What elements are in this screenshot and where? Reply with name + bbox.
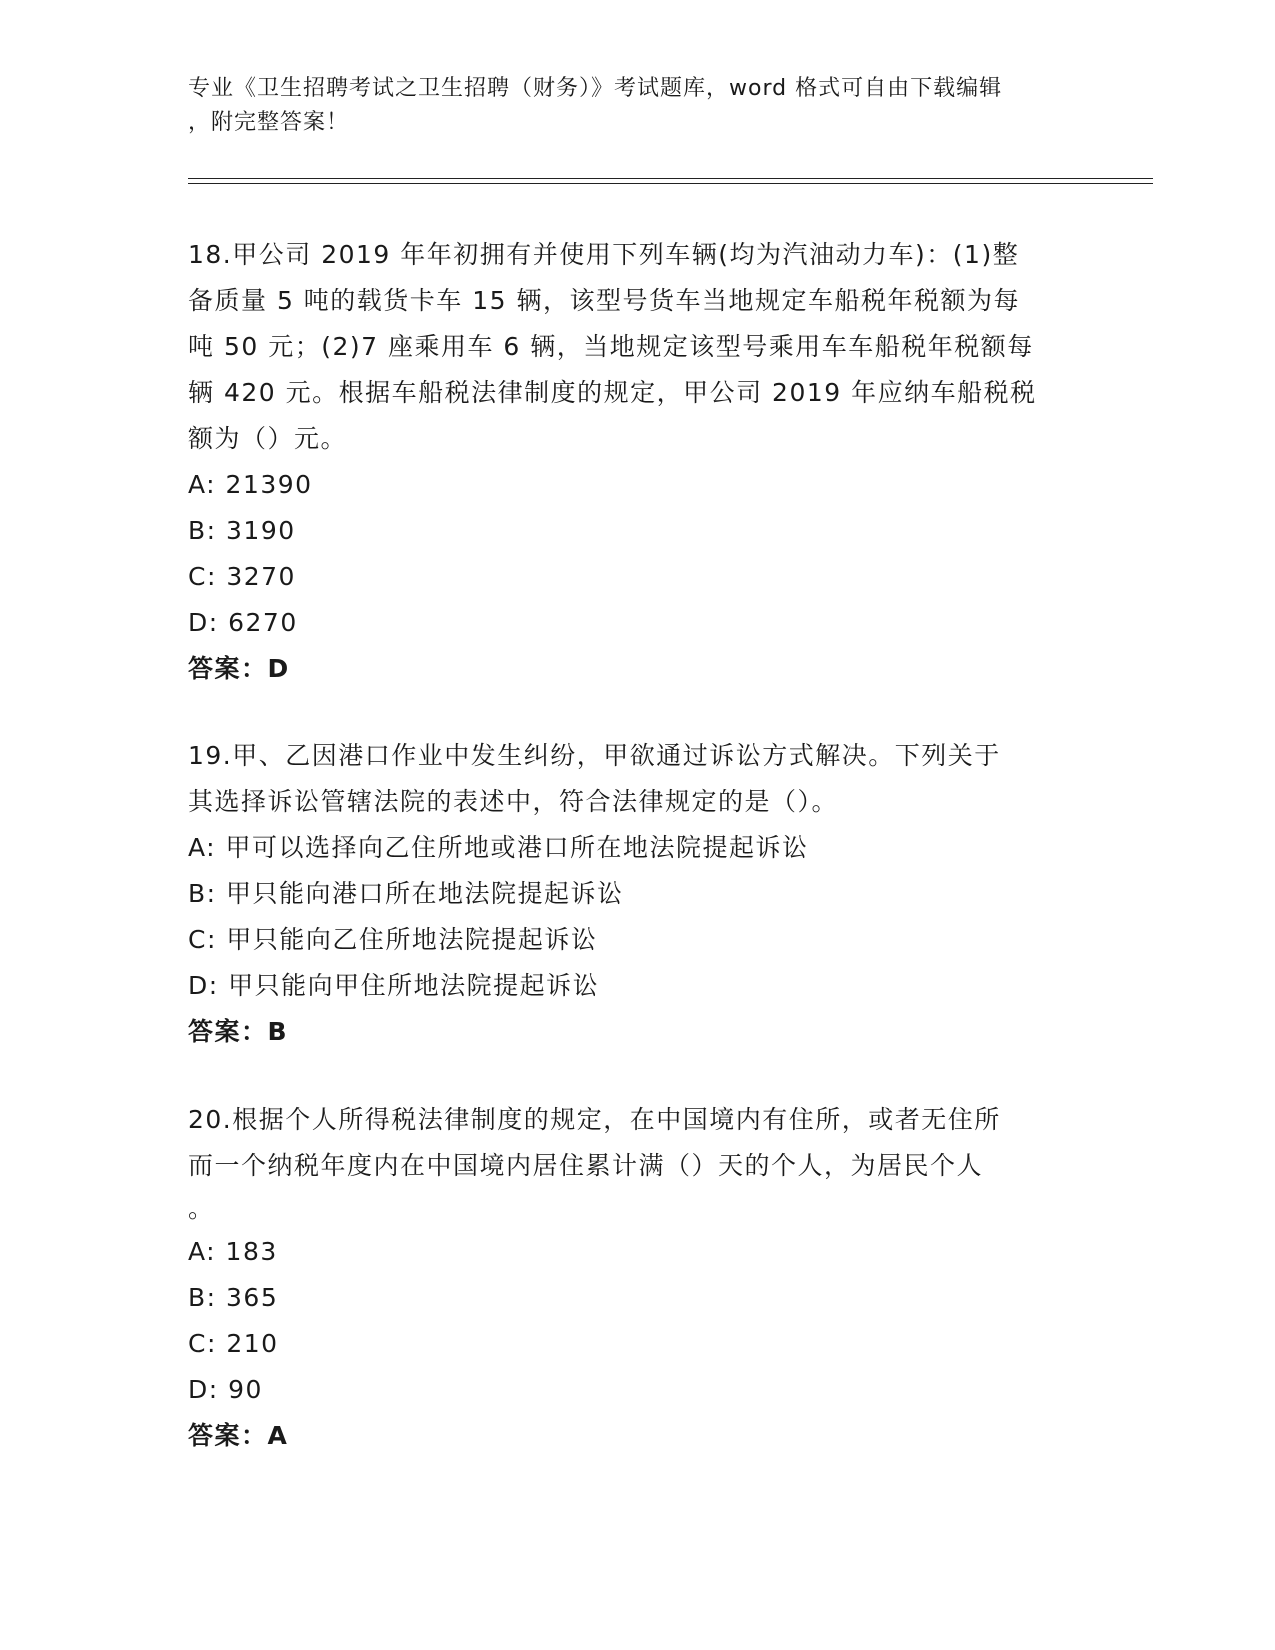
answer: 答案：A (188, 1421, 289, 1450)
document-header (188, 72, 1088, 140)
option-d: D: 甲只能向甲住所地法院提起诉讼 (188, 971, 600, 1000)
answer: 答案：D (188, 654, 290, 683)
option-a: A: 甲可以选择向乙住所地或港口所在地法院提起诉讼 (188, 833, 809, 862)
option-d: D: 6270 (188, 608, 298, 637)
question-18 (188, 232, 1088, 692)
option-c: C: 210 (188, 1329, 279, 1358)
question-text-line: 18.甲公司 2019 年年初拥有并使用下列车辆(均为汽油动力车)：(1)整 (188, 240, 1020, 269)
question-text-line: 其选择诉讼管辖法院的表述中，符合法律规定的是（）。 (188, 787, 839, 816)
question-text-line: 备质量 5 吨的载货卡车 15 辆，该型号货车当地规定车船税年税额为每 (188, 286, 1021, 315)
header-divider-bottom (188, 183, 1153, 184)
option-b: B: 365 (188, 1283, 279, 1312)
question-20 (188, 1097, 1088, 1459)
question-text-line: 19.甲、乙因港口作业中发生纠纷，甲欲通过诉讼方式解决。下列关于 (188, 741, 1001, 770)
option-b: B: 甲只能向港口所在地法院提起诉讼 (188, 879, 624, 908)
question-text-line: 辆 420 元。根据车船税法律制度的规定，甲公司 2019 年应纳车船税税 (188, 378, 1037, 407)
question-text-line: 20.根据个人所得税法律制度的规定，在中国境内有住所，或者无住所 (188, 1105, 1001, 1134)
answer: 答案：B (188, 1017, 289, 1046)
question-text-line: 吨 50 元；(2)7 座乘用车 6 辆，当地规定该型号乘用车车船税年税额每 (188, 332, 1034, 361)
option-a: A: 21390 (188, 470, 313, 499)
option-a: A: 183 (188, 1237, 278, 1266)
header-line-2: ，附完整答案！ (188, 110, 350, 135)
question-19 (188, 733, 1088, 1055)
question-text-line: 。 (188, 1194, 215, 1223)
option-c: C: 3270 (188, 562, 296, 591)
option-d: D: 90 (188, 1375, 263, 1404)
header-line-1: 专业《卫生招聘考试之卫生招聘（财务）》考试题库，word 格式可自由下载编辑 (188, 76, 1003, 101)
question-text-line: 额为（）元。 (188, 424, 348, 453)
header-divider-top (188, 178, 1153, 179)
option-c: C: 甲只能向乙住所地法院提起诉讼 (188, 925, 598, 954)
question-text-line: 而一个纳税年度内在中国境内居住累计满（）天的个人，为居民个人 (188, 1151, 984, 1180)
option-b: B: 3190 (188, 516, 296, 545)
